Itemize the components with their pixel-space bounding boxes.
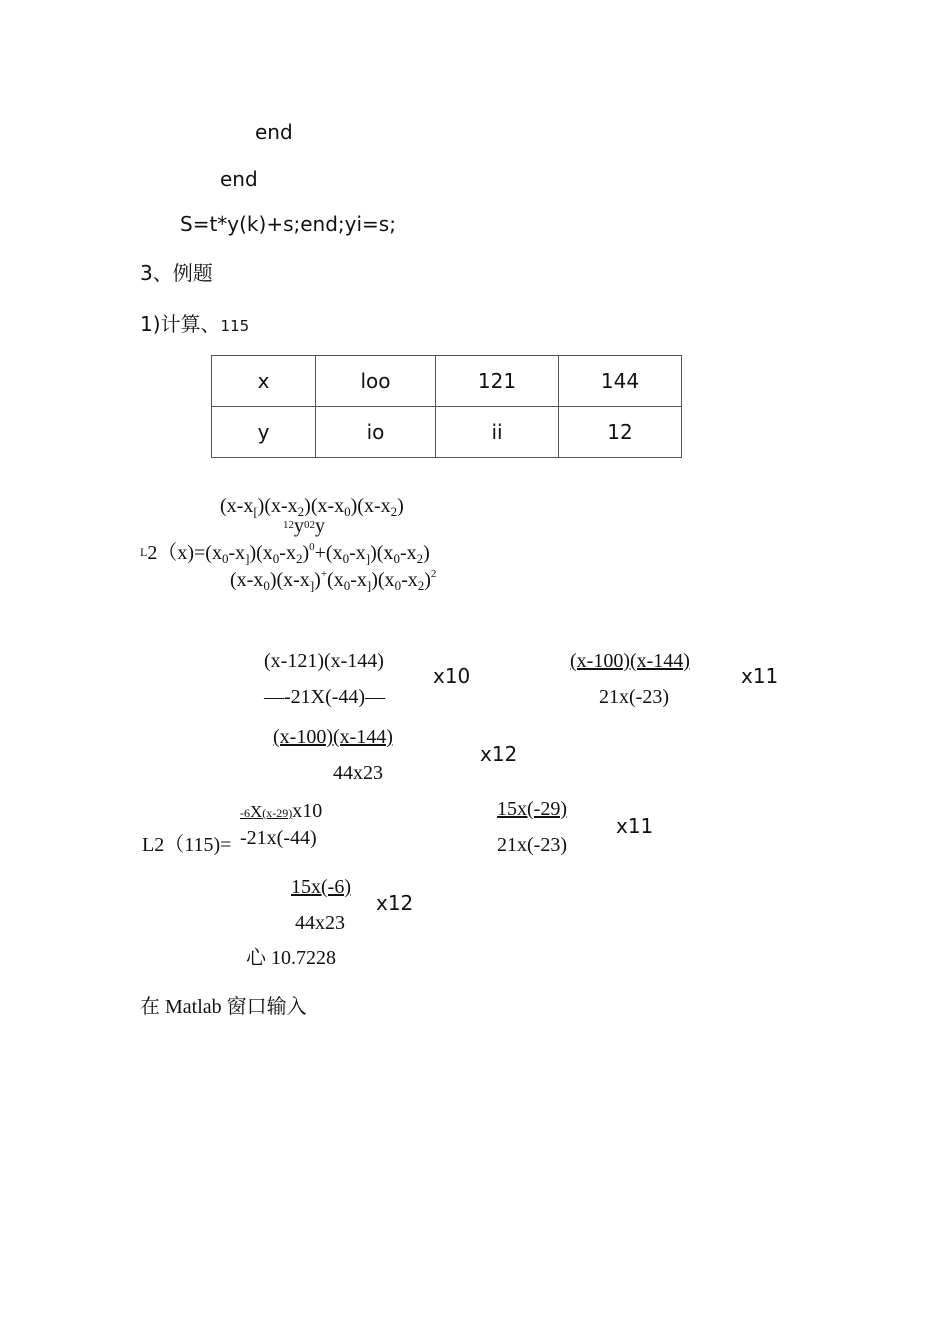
eval2-denominator: 21x(-23) [497,834,567,856]
table-cell: io [316,407,436,458]
term2-denominator: 21x(-23) [599,686,669,708]
formula-y-terms: $^{12}y^{02}y$ [283,515,325,537]
problem-value: 115 [220,317,250,335]
term1-multiplier: x10 [433,664,471,688]
table-cell: loo [316,356,436,407]
formula-lhs: $L2(x)=(x_0-x_])(x_0-x_2)^0+(x_0-x_])(x_0-x_2)$ [140,541,430,566]
section-title: 3、例题 [140,261,213,285]
eval3-numerator: 15x(-6) [291,876,351,898]
table-row [212,356,682,407]
table-cell: x [212,356,316,407]
eval2-numerator: 15x(-29) [497,798,567,820]
term2-multiplier: x11 [741,664,779,688]
table-cell: 121 [436,356,559,407]
evaluation-result: 心 10.7228 [246,947,336,969]
problem-label: 1)计算、 [140,312,221,336]
eval3-multiplier: x12 [376,891,414,915]
term2-numerator: (x-100)(x-144) [570,650,690,672]
matlab-instruction: 在 Matlab 窗口输入 [140,996,307,1018]
term1-denominator: —-21X(-44)— [264,686,386,708]
eval3-denominator: 44x23 [295,912,345,934]
term3-numerator: (x-100)(x-144) [273,726,393,748]
table-cell: y [212,407,316,458]
eval2-multiplier: x11 [616,814,654,838]
term3-denominator: 44x23 [333,762,383,784]
term3-multiplier: x12 [480,742,518,766]
table-row [212,407,682,458]
evaluation-label: L2（115)= [142,834,232,856]
formula-third-term: $(x-x_0)(x-x_])^+(x_0-x_])(x_0-x_2)^2$ [230,568,437,593]
formula-numerators: $(x-x_[)(x-x_2)(x-x_0)(x-x_2)$ [220,495,404,519]
eval1-denominator: -21x(-44) [240,827,317,849]
code-line-assign: S=t*y(k)+s;end;yi=s; [180,212,396,236]
table-cell: ii [436,407,559,458]
code-line-end-outer: end [220,167,258,191]
data-table [211,355,682,458]
eval1-numerator: -6X(x-29)x10 [240,800,323,822]
table-cell: 12 [559,407,682,458]
table-cell: 144 [559,356,682,407]
problem-statement [140,308,249,337]
code-line-end-inner: end [255,120,293,144]
term1-numerator: (x-121)(x-144) [264,650,384,672]
